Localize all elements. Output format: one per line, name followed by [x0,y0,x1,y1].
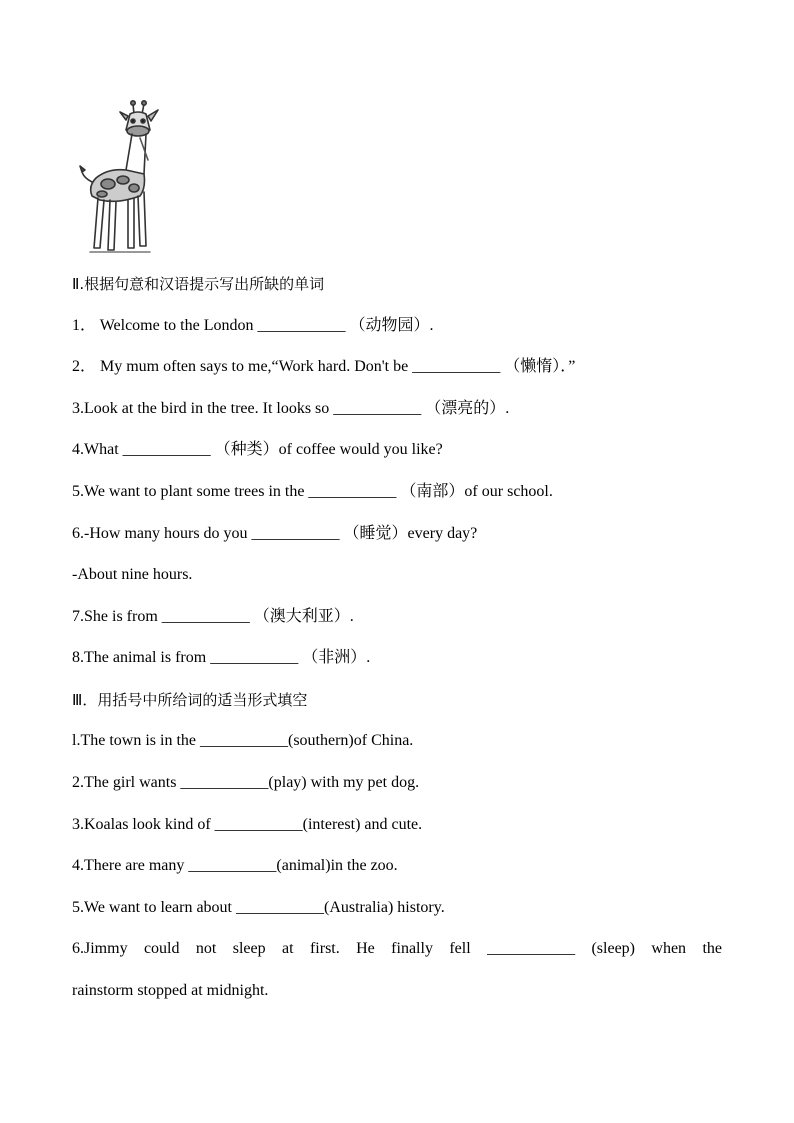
giraffe-illustration [78,100,164,258]
question-item: 1． Welcome to the London ___________ （动物园）. [72,317,434,334]
question-item: 7.She is from ___________ （澳大利亚）. [72,608,354,625]
question-item: 2.The girl wants ___________(play) with my pet dog. [72,774,420,791]
question-item: 4.There are many ___________(animal)in the zoo. [72,857,398,874]
question-item: 4.What ___________ （种类）of coffee would you like? [72,441,443,458]
answer-line: -About nine hours. [72,566,193,583]
question-item: 3.Look at the bird in the tree. It looks so ___________ （漂亮的）. [72,400,510,417]
question-item: 6.Jimmy could not sleep at first. He finally fell ___________ (sleep) when the [72,940,722,957]
question-item: 3.Koalas look kind of ___________(interest) and cute. [72,816,423,833]
question-item: 2． My mum often says to me,“Work hard. Don't be ___________ （懒惰）．” [72,358,576,375]
question-item-continuation: rainstorm stopped at midnight. [72,982,269,999]
question-item: 8.The animal is from ___________ （非洲）. [72,649,371,666]
question-item: 5.We want to learn about ___________(Australia) history. [72,899,445,916]
question-item: 5.We want to plant some trees in the ___________ （南部）of our school. [72,483,553,500]
question-item: 6.-How many hours do you ___________ （睡觉）every day? [72,525,478,542]
question-item: l.The town is in the ___________(southern)of China. [72,732,414,749]
section-2-heading: Ⅱ.根据句意和汉语提示写出所缺的单词 [72,275,325,293]
section-3-heading: Ⅲ．用括号中所给词的适当形式填空 [72,691,308,709]
